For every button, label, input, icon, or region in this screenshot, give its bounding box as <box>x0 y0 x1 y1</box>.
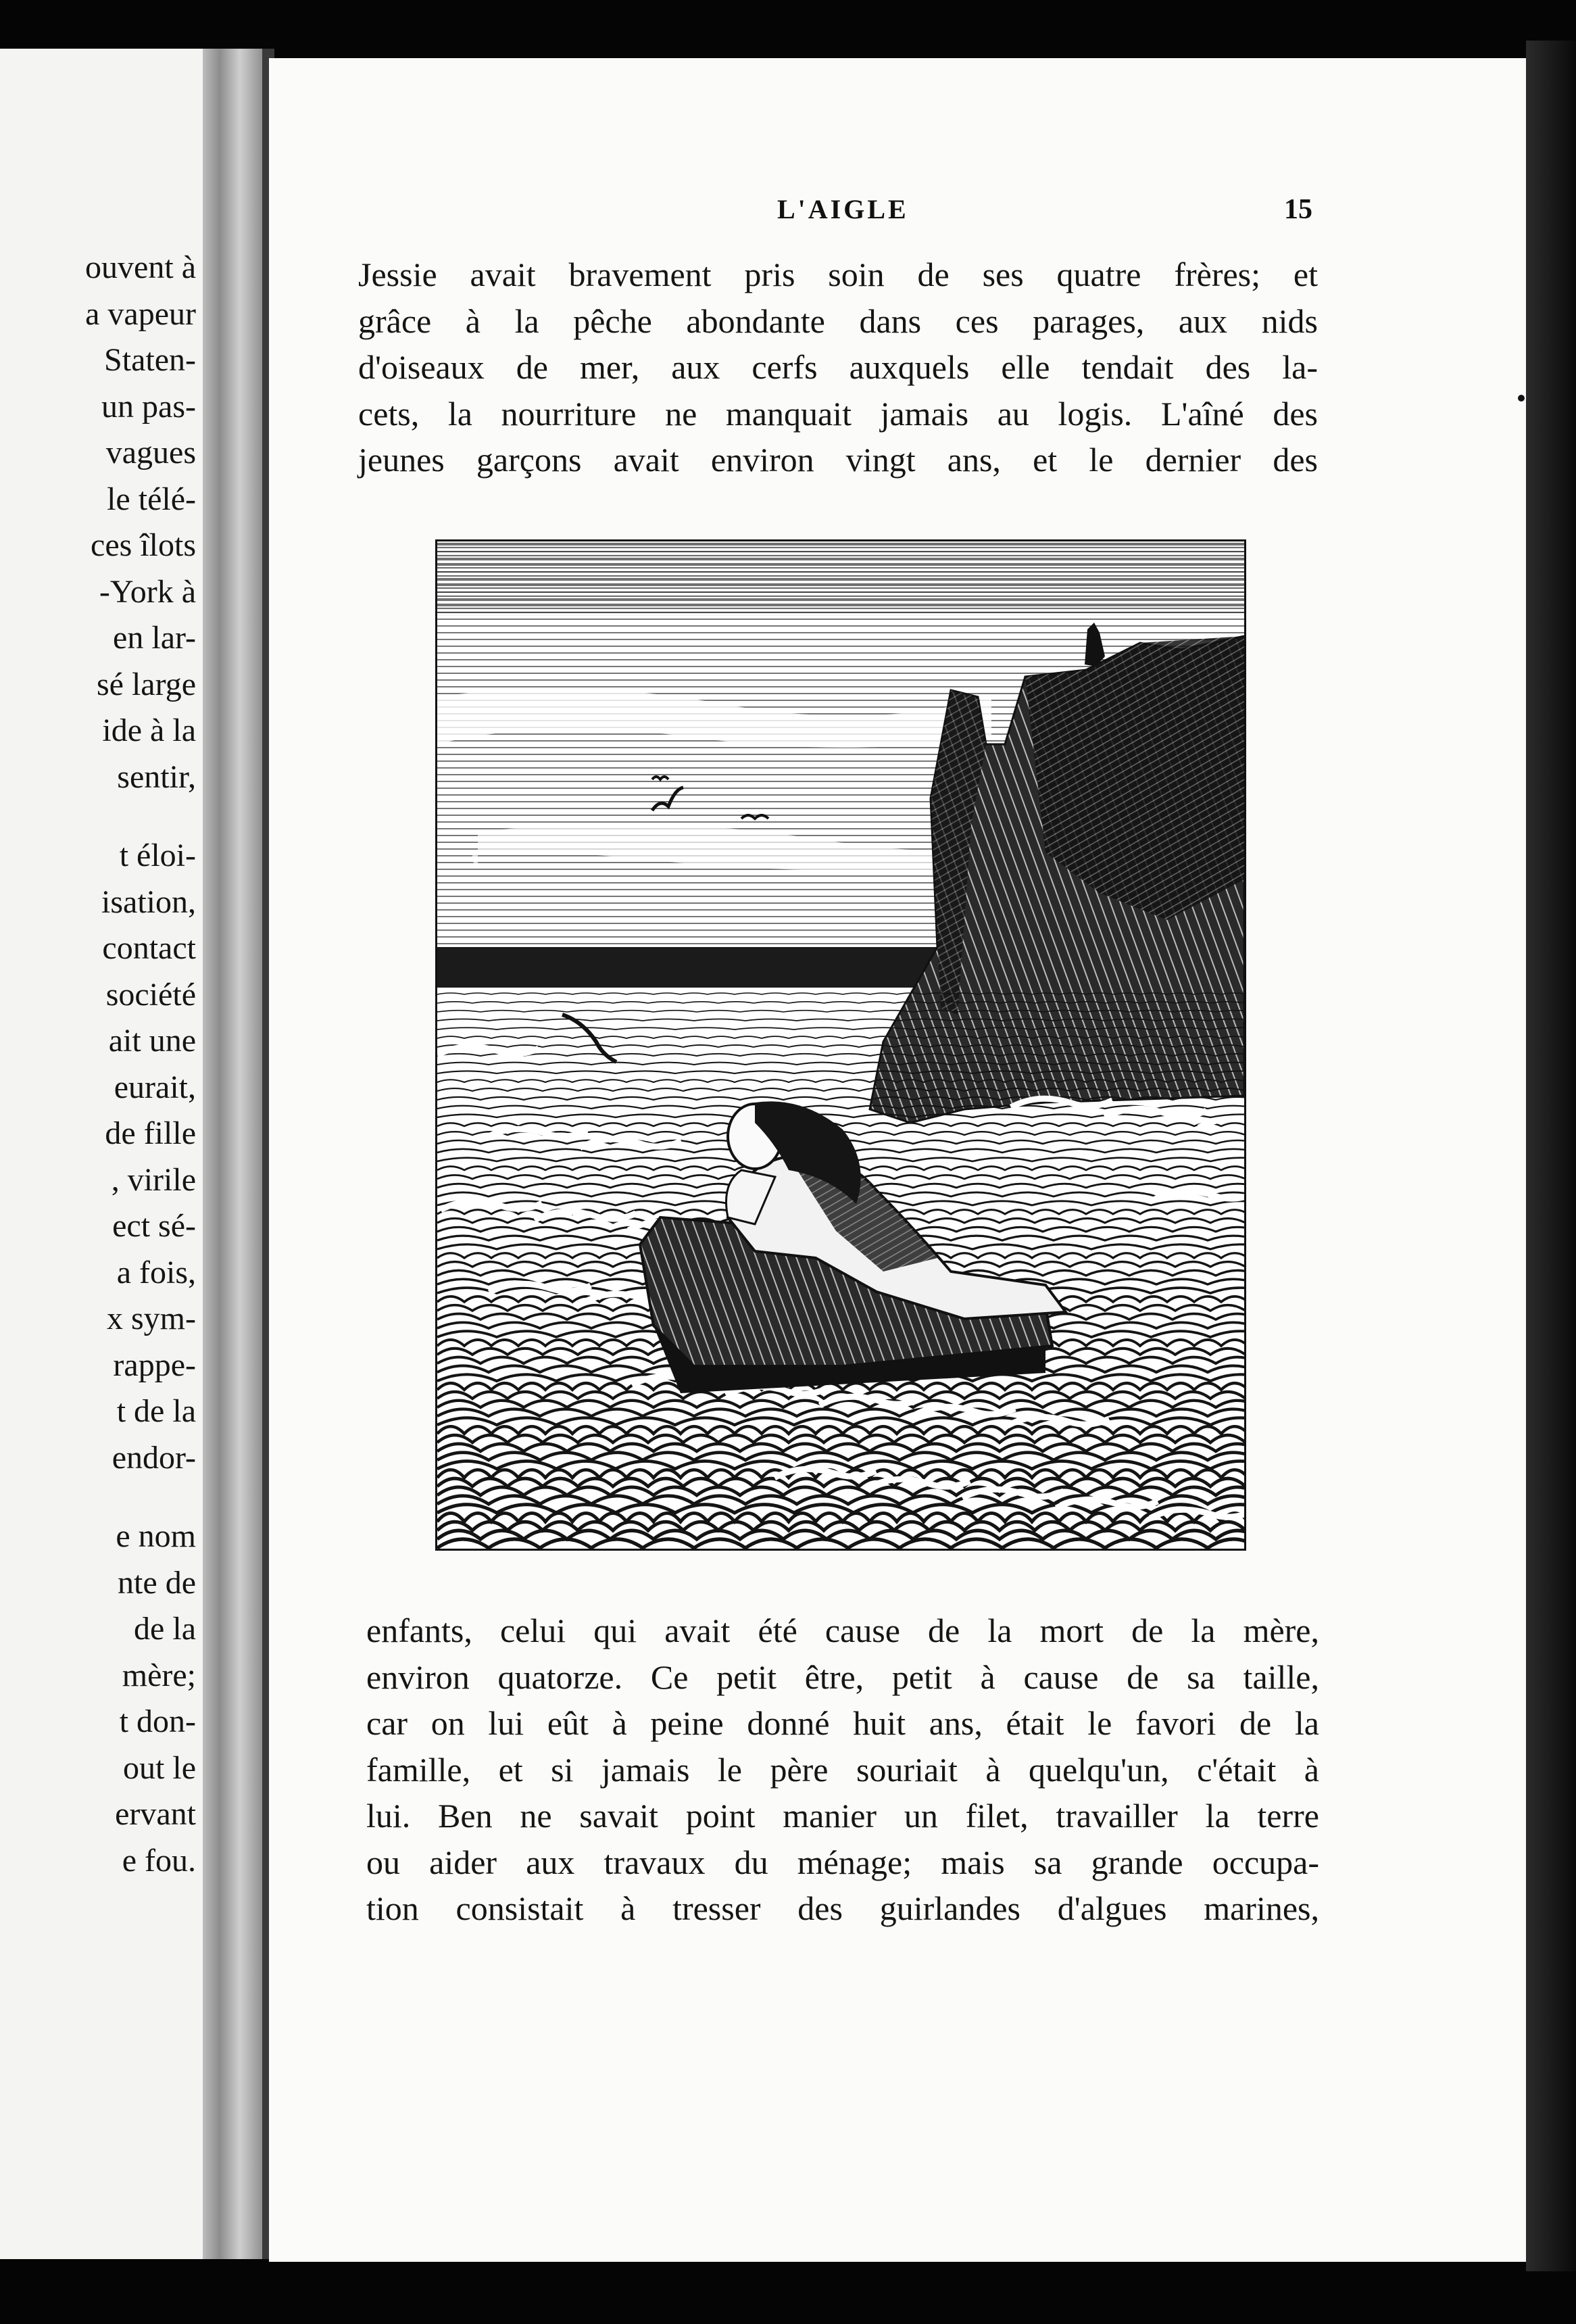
text-line: jeunes garçons avait environ vingt ans, et le dernier des <box>358 441 1318 479</box>
engraving-illustration <box>435 539 1246 1551</box>
text-line: Jessie avait bravement pris soin de ses quatre frères; et <box>358 256 1318 293</box>
left-page <box>0 49 203 2259</box>
text-line: lui. Ben ne savait point manier un filet, travailler la terre <box>366 1797 1319 1835</box>
left-page-line: le télé- <box>107 481 196 517</box>
running-head: L'AIGLE <box>777 194 909 224</box>
left-page-line: un pas- <box>101 388 196 425</box>
left-page-line: eurait, <box>114 1069 196 1105</box>
left-page-line: de la <box>134 1611 196 1647</box>
body-text-bottom <box>366 1607 1319 1932</box>
left-page-line: ide à la <box>102 712 196 748</box>
page-number: 15 <box>1284 194 1312 225</box>
text-line: famille, et si jamais le père souriait à quelqu'un, c'était à <box>366 1750 1319 1789</box>
text-line: cets, la nourriture ne manquait jamais au logis. L'aîné des <box>358 394 1318 433</box>
left-page-line: rappe- <box>113 1347 196 1383</box>
left-page-line: isation, <box>101 883 196 920</box>
left-page-line: t éloi- <box>119 838 196 873</box>
text-line: ou aider aux travaux du ménage; mais sa grande occupa- <box>366 1843 1319 1881</box>
left-page-line: t don- <box>119 1703 196 1739</box>
left-page-line: ect sé- <box>112 1208 196 1244</box>
ink-speck <box>1518 395 1525 402</box>
engraving-drawing <box>437 541 1244 1549</box>
text-line: environ quatorze. Ce petit être, petit à cause de sa taille, <box>366 1657 1319 1696</box>
left-page-line: contact <box>102 930 196 966</box>
left-page-line: de fille <box>105 1115 196 1151</box>
left-page-line: sé large <box>96 666 196 702</box>
left-page-line: sentir, <box>117 758 196 795</box>
left-page-line: ait une <box>108 1023 196 1059</box>
left-page-line: société <box>105 976 196 1013</box>
left-page-line: , virile <box>111 1161 196 1198</box>
left-page-line: endor- <box>112 1439 196 1476</box>
left-page-line: x sym- <box>107 1301 196 1336</box>
text-line: tion consistait à tresser des guirlandes d'algues marines, <box>366 1889 1319 1927</box>
text-line: car on lui eût à peine donné huit ans, était le favori de la <box>366 1704 1319 1742</box>
left-page-line: a vapeur <box>85 295 196 332</box>
horizon <box>437 947 951 994</box>
text-line: grâce à la pêche abondante dans ces parages, aux nids <box>358 301 1318 340</box>
left-page-line: out le <box>123 1749 196 1786</box>
left-page-line: mère; <box>122 1657 196 1693</box>
text-line: enfants, celui qui avait été cause de la mort de la mère, <box>366 1612 1319 1649</box>
left-page-line: ervant <box>115 1796 196 1832</box>
body-text-top <box>358 251 1318 483</box>
left-page-line: e fou. <box>122 1842 196 1879</box>
page-edge <box>1526 41 1576 2271</box>
book-gutter <box>203 49 270 2259</box>
left-page-line: a fois, <box>116 1254 196 1290</box>
left-page-line: en lar- <box>113 620 196 656</box>
text-line: d'oiseaux de mer, aux cerfs auxquels elle tendait des la- <box>358 348 1318 386</box>
left-page-line: vagues <box>105 435 196 470</box>
left-page-line: nte de <box>118 1564 196 1601</box>
left-page-line: -York à <box>99 573 196 610</box>
left-page-line: e nom <box>116 1518 196 1554</box>
left-page-line: ces îlots <box>91 527 196 563</box>
left-page-line: Staten- <box>104 342 196 378</box>
left-page-line: ouvent à <box>85 249 196 285</box>
left-page-line: t de la <box>116 1393 196 1429</box>
